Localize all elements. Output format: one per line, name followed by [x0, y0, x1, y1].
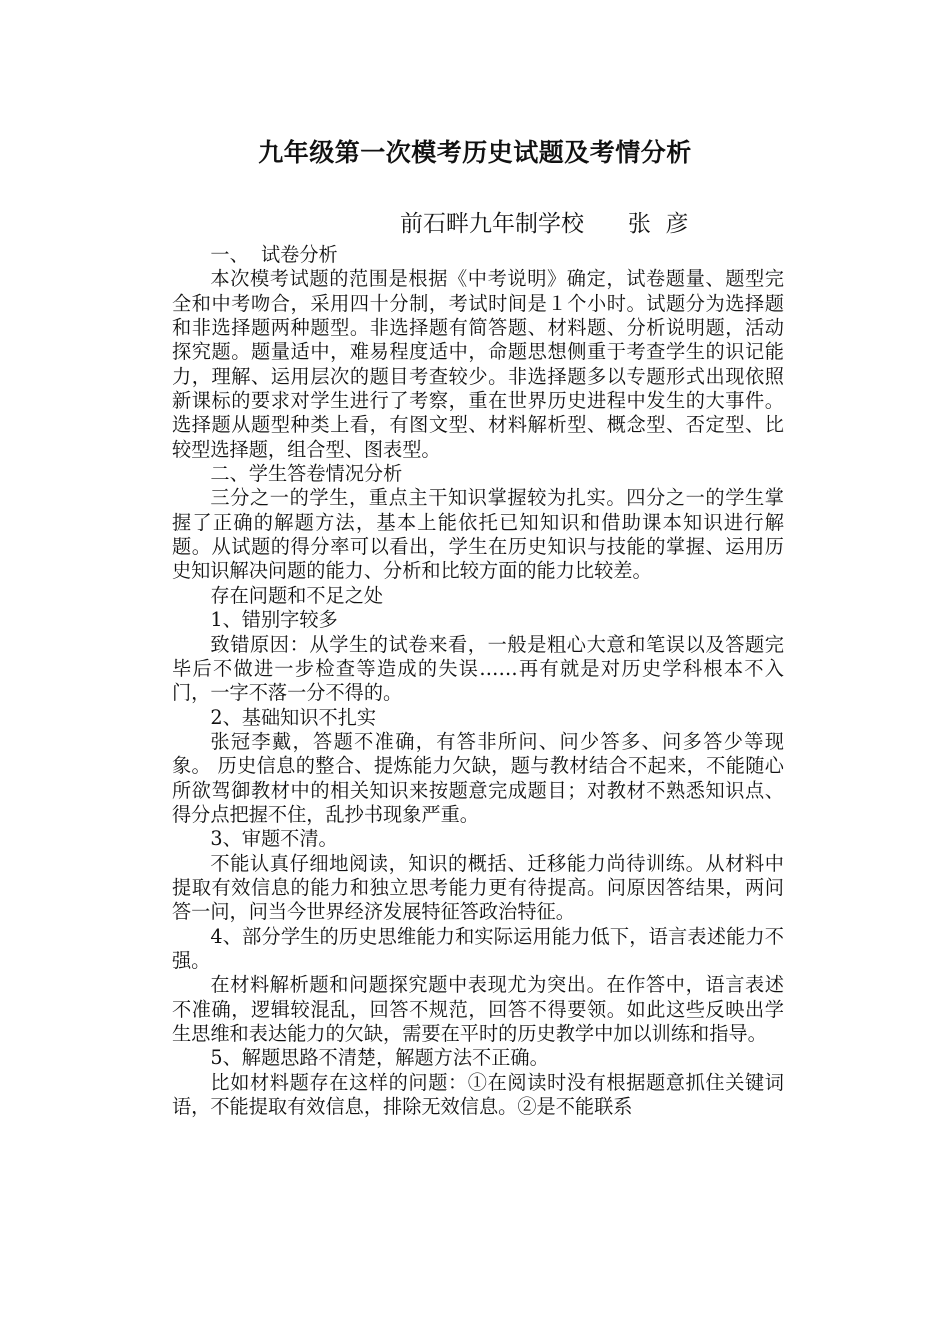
paragraph: 三分之一的学生，重点主干知识掌握较为扎实。四分之一的学生掌握了正确的解题方法，基本上能依托已知知识和借助课本知识进行解题。从试题的得分率可以看出，学生在历史知识与技能的掌握、运用历史知识解决问题的能力、分析和比较方面的能力比较差。	[172, 486, 784, 583]
document-title: 九年级第一次模考历史试题及考情分析	[258, 138, 692, 167]
list-item-heading: 3、审题不清。	[210, 827, 338, 851]
author-line: 前石畔九年制学校 张 彦	[400, 211, 689, 237]
paragraph: 比如材料题存在这样的问题：①在阅读时没有根据题意抓住关键词语，不能提取有效信息，排除无效信息。②是不能联系	[172, 1070, 784, 1119]
section-heading: 一、 试卷分析	[210, 243, 338, 266]
list-item-heading: 2、基础知识不扎实	[210, 705, 377, 729]
paragraph: 本次模考试题的范围是根据《中考说明》确定，试卷题量、题型完全和中考吻合，采用四十分制，考试时间是１个小时。试题分为选择题和非选择题两种题型。非选择题有简答题、材料题、分析说明题，活动探究题。题量适中，难易程度适中，命题思想侧重于考查学生的识记能力，理解、运用层次的题目考查较少。非选择题多以专题形式出现依照新课标的要求对学生进行了考察，重在世界历史进程中发生的大事件。选择题从题型种类上看，有图文型、材料解析型、概念型、否定型、比较型选择题，组合型、图表型。	[172, 267, 784, 461]
section-heading: 二、学生答卷情况分析	[210, 462, 403, 486]
subsection-heading: 存在问题和不足之处	[210, 583, 384, 607]
list-item-heading: 4、部分学生的历史思维能力和实际运用能力低下，语言表述能力不强。	[172, 924, 784, 972]
document-body	[172, 243, 784, 1119]
list-item-heading: 1、错别字较多	[210, 608, 338, 632]
paragraph: 致错原因：从学生的试卷来看，一般是粗心大意和笔误以及答题完毕后不做进一步检查等造成的失误……再有就是对历史学科根本不入门，一字不落一分不得的。	[172, 632, 784, 705]
list-item-heading: 5、解题思路不清楚，解题方法不正确。	[210, 1046, 549, 1070]
paragraph: 张冠李戴，答题不准确，有答非所问、问少答多、问多答少等现象。 历史信息的整合、提炼能力欠缺，题与教材结合不起来，不能随心所欲驾御教材中的相关知识来按题意完成题目；对教材不熟悉知识点、得分点把握不住，乱抄书现象严重。	[172, 729, 784, 826]
paragraph: 不能认真仔细地阅读，知识的概括、迁移能力尚待训练。从材料中提取有效信息的能力和独立思考能力更有待提高。问原因答结果，两问答一问，问当今世界经济发展特征答政治特征。	[172, 851, 784, 924]
paragraph: 在材料解析题和问题探究题中表现尤为突出。在作答中，语言表述不准确，逻辑较混乱，回答不规范，回答不得要领。如此这些反映出学生思维和表达能力的欠缺，需要在平时的历史教学中加以训练和指导。	[172, 973, 784, 1045]
